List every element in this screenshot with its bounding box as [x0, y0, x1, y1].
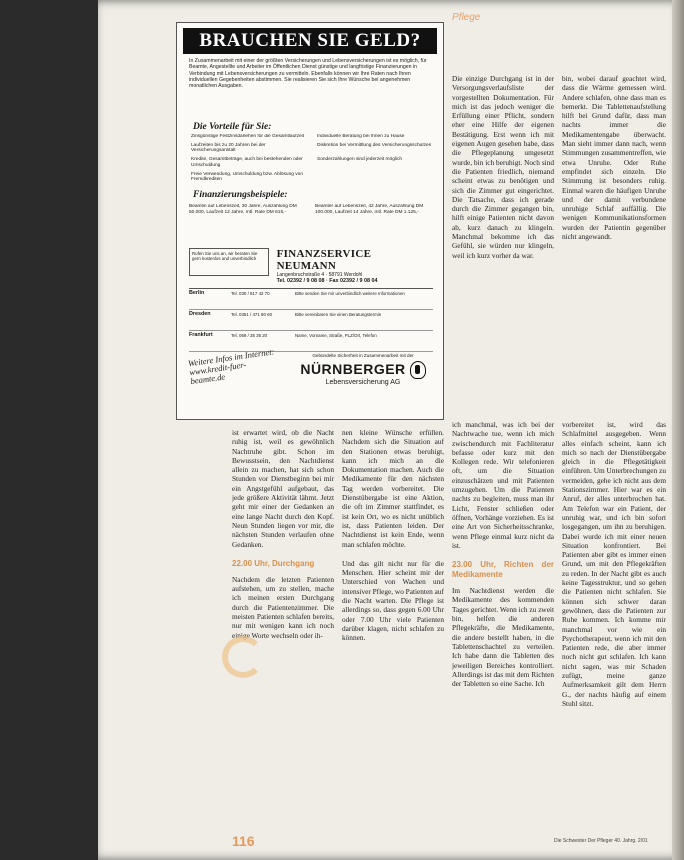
ad-advantages-title: Die Vorteile für Sie: — [193, 122, 272, 132]
article-paragraph: bin, wobei darauf geachtet wird, dass die Wärme gemessen wird. Andere schlafen, ohne dass man es bemerkt. Die Tablettenaufstellung hilft bei Grund dafür, dass man nachts immer die Medikamentengabe überwacht. Man sieht immer dann nach, wenn Stimmungen zusammentreffen, wie etwa Unruhe. Oder Ruhe empfindet sich einzeln. Die Stimmung ist besonders ruhig. Einmal waren die häufigen Unruhe und der damit verbundene unruhige Schlaf auffällig. Die wenigen Kommunikationsformen wurden der Patientin gegenüber nicht angewandt. — [562, 74, 666, 242]
article-paragraph: ich manchmal, was ich bei der Nachtwache tue, wenn ich mich zwischendurch mit Fachliteratur befasse oder kurz mit den Kollegen rede. Wir telefonieren oft, um die Situation einzuschätzen und mit Patienten umzugehen. Um die Patienten nachts zu begleiten, muss man ihr Licht, Fenster schließen oder öffnen, Vorhänge vorziehen. Es ist eine Art von Sicherheitsschranke, wenn Pflege einmal kurz nicht da ist. — [452, 420, 554, 550]
ad-office-row — [189, 289, 433, 310]
ad-advantage-item: Individuelle Beratung bei Ihnen zu Hause — [317, 134, 405, 139]
ad-firm-phone: Tel. 02392 / 9 08 08 · Fax 02392 / 9 08 04 — [276, 278, 378, 284]
ad-firm-block — [189, 248, 433, 284]
ad-office-note: Bitte senden Sie mir unverbindlich weitere Informationen — [295, 291, 405, 296]
ad-examples-title: Finanzierungsbeispiele: — [193, 190, 288, 200]
highlight-circle-mark — [222, 636, 264, 678]
ad-advantage-item: Diskretion bei Vermittlung des Versicherungsschutzes — [317, 142, 432, 148]
right-page-edge — [672, 0, 684, 860]
ad-office-tel: Tel. 0351 / 471 80 60 — [231, 312, 273, 317]
article-column-top-2 — [562, 74, 666, 414]
article-paragraph: Im Nachtdienst werden die Medikamente des kommenden Tages gerichtet. Wenn ich zu zweit bin, helfen die anderen Pflegekräfte, die Medikamente, die andere bestellt haben, in die Tablettenschachtel zu verteilen. Ich habe dann die Tabletten des jeweiligen Bereiches kontrolliert. Allerdings ist das mit dem Richten der Tabletten so eine Sache. Ich — [452, 586, 554, 689]
section-label: Pflege — [452, 12, 481, 23]
article-paragraph: vorbereitet ist, wird das Schlafmittel ausgegeben. Wenn alles einfach scheint, kann ich mich so nach der Dienstübergabe gleich in die Pflegetätigkeit einführen. Um Unterbrechungen zu vermeiden, gehe ich nicht aus dem Stationszimmer. Hier war es ein Anruf, der alles unterbrochen hat. Am Telefon war ein Patient, der unruhig war, und ich bin sofort losgegangen, um ihn zu beruhigen. Dabei wurde ich mit einer neuen Situation konfrontiert. Bei Patienten aber gibt es immer einen Grund, um mit den Pflegekräften zu reden. In der Nacht gibt es auch keine Tagesstruktur, und so gehen die Patienten nicht schlafen. Sie können sich schwer daran gewöhnen, dass die Patienten zur Ruhe kommen. Ich komme mir manchmal vor wie ein Psychotherapeut, wenn ich mit den Patienten rede, die aber immer noch nicht gut schlafen. Ich kann nicht sagen, was mir Schaden zufügt, meine ganze Aufmerksamkeit gilt dem Herrn G., der nachts häufig auf einem Stuhl sitzt. — [562, 420, 666, 708]
ad-advantage-item: Freie Verwendung, Umschuldung bzw. Ablösung von Fremdkrediten — [191, 171, 303, 183]
ad-office-city: Dresden — [189, 311, 211, 317]
page-footer: Die Schwester Der Pfleger 40. Jahrg. 2/01 — [554, 838, 648, 844]
article-column-3 — [452, 420, 554, 828]
advertisement — [176, 22, 444, 420]
ad-office-tel: Tel. 030 / 817 42 70 — [231, 291, 270, 296]
ad-handwritten-stamp: Weitere Infos im Internet: www.kredit-fuer-beamte.de — [187, 346, 275, 387]
page-number: 116 — [232, 833, 255, 849]
ad-insurer-name: NÜRNBERGER — [300, 360, 406, 377]
ad-headline: BRAUCHEN SIE GELD? — [183, 28, 437, 54]
ad-examples — [189, 204, 433, 244]
ad-firm-address: Langenbruchstraße 4 · 58791 Werdohl — [276, 272, 363, 278]
ad-firm-note: Rufen Sie uns an, wir beraten Sie gern kostenlos und unverbindlich — [189, 248, 269, 276]
ad-example-item: Beamtin auf Lebenszeit, 30 Jahre, Auszahlung DM 50.000, Laufzeit 12 Jahre, mtl. Rate DM 615,- — [189, 204, 297, 215]
ad-office-row — [189, 310, 433, 331]
ad-office-row — [189, 331, 433, 352]
knight-logo-icon — [410, 361, 426, 379]
ad-office-city: Berlin — [189, 290, 205, 296]
article-paragraph: Die einzige Durchgang ist in der Versorgungsverlaufsliste der vorgestellten Dokumentation. Für mich ist das jedoch weniger die Erfüllung einer Pflicht, sondern eher eine Hilfe der eigenen Bestätigung. Erst wenn ich mit eigenen Augen gesehen habe, dass die Pflegeplanung umgesetzt wurde, bin ich beruhigt. Noch sind die Patienten friedlich, niemand scheint etwas zu benötigen und sich die Zimmer gut eingerichtet. Die Tatsache, dass ich gerade durch die Zimmer gegangen bin, hilft einige Patienten nicht davon ab, kurz danach zu klingeln. Manchmal bekomme ich das Gefühl, sie würden nur klingeln, weil ich kurz vorher da war. — [452, 74, 554, 260]
ad-firm-name: FINANZSERVICE NEUMANN — [276, 248, 372, 272]
ad-example-item: Beamter auf Lebenszeit, 42 Jahre, Auszahlung DM 100.000, Laufzeit 14 Jahre, mtl. Rate DM 1.125,- — [315, 204, 424, 215]
article-column-top-1 — [452, 74, 554, 414]
article-column-2 — [342, 428, 444, 828]
ad-advantages-list — [191, 134, 433, 186]
ad-office-city: Frankfurt — [189, 332, 213, 338]
article-paragraph: Und das gilt nicht nur für die Menschen. Hier scheint mir der Unterschied von Wachen und intensiver Pflege, wo Patienten auf die Nacht warten. Die Pflege ist allerdings so, dass gegen 6.00 Uhr oder 7.00 Uhr viele Patienten darüber klagen, nicht schlafen zu können. — [342, 558, 444, 643]
ad-office-note: Bitte vereinbaren Sie einen Beratungstermin — [295, 312, 382, 317]
article-column-4 — [562, 420, 666, 828]
ad-insurer-logo — [289, 361, 437, 379]
article-subheading: 22.00 Uhr, Durchgang — [232, 558, 315, 568]
ad-advantage-item: Zinsgünstige Festzinsdarlehen für die Gesamtlaufzeit — [191, 134, 305, 139]
ad-intro-text: In Zusammenarbeit mit einer der größten Versicherungen und Lebensversicherungen ist es möglich, für Beamte, Angestellte und Arbeiter im Öffentlichen Dienst günstige und langfristige Finanzierungen in Verbindung mit Lebensversicherungen zu vermitteln. Ebenfalls können wir Ihre Raten nach Ihren individuellen Gegebenheiten abstimmen. Sie realisieren Sie sich Ihre Wünsche bei angenehmen monatlichen Ausgaben. — [189, 58, 427, 90]
ad-advantage-item: Sonderzahlungen sind jederzeit möglich — [317, 157, 403, 163]
article-subheading: 23.00 Uhr, Richten der Medikamente — [452, 560, 554, 580]
ad-insurer-note: Gebündelte Sicherheit in Zusammenarbeit mit der — [312, 353, 414, 358]
ad-advantage-item: Kredite, Gesamtbeträge, auch bei bestehenden oder Umschuldung — [191, 157, 303, 168]
ad-insurer-subtitle: Lebensversicherung AG — [325, 378, 401, 386]
article-paragraph: ist erwartet wird, ob die Nacht ruhig ist, weil es gewöhnlich Nachtruhe gibt. Schon im Bewusstsein, den Nachtdienst allein zu machen, hat sich schon Stunden vor Dienstbeginn bei mir ein Angstgefühl aufgebaut, das jede größere Aktivität lähmt. Jetzt geht mir einer der Gedanken an eine lange Nacht durch den Kopf. Neun Stunden liegen vor mir, die nächsten Stunden verlaufen ohne Gedanken. — [232, 428, 334, 549]
ad-advantage-item: Laufzeiten bis zu 20 Jahren bei der Versicherungsanstalt — [191, 142, 266, 154]
ad-office-tel: Tel. 069 / 35 35 20 — [231, 333, 268, 338]
article-column-1 — [232, 428, 334, 828]
ad-office-note: Name, Vorname, Straße, PLZ/Ort, Telefon — [295, 333, 377, 338]
ad-office-list — [189, 288, 433, 352]
article-paragraph: Nachdem die letzten Patienten aufstehen, um zu stellen, mache ich meinen ersten Durchgang durch die Patientenzimmer. Die meisten Patienten schlafen bereits, nur mit wenigen kann ich noch einige Worte wechseln oder ih- — [232, 574, 334, 640]
article-paragraph: nen kleine Wünsche erfüllen. Nachdem sich die Situation auf den Stationen etwas beruhigt, kann ich mich an die Dokumentation machen. Auch die Medikamente für den nächsten Tag werden vorbereitet. Die Dienstübergabe ist eine Aktion, die oft im Zimmer stattfindet, es ist kein Ort, wo es nicht unüblich ist, dass Patienten leiden. Der Nachtdienst ist kein Ende, wenn man schlafen möchte. — [342, 428, 444, 549]
ad-insurer-block — [289, 353, 437, 385]
